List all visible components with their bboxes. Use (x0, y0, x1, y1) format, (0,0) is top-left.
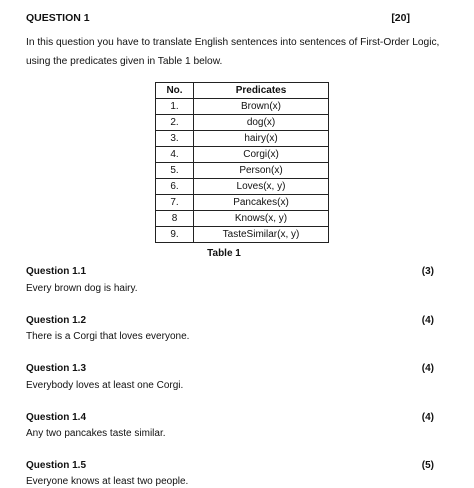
subquestion-marks: (5) (421, 460, 434, 471)
row-predicate: Loves(x, y) (194, 179, 329, 195)
row-number: 6. (156, 179, 194, 195)
subquestion-title: Question 1.3 (26, 363, 87, 374)
table-row (156, 99, 329, 115)
row-predicate: Person(x) (194, 163, 329, 179)
table-row (156, 131, 329, 147)
table-row (156, 179, 329, 195)
subquestion-title: Question 1.4 (26, 412, 87, 423)
subquestion-title: Question 1.5 (26, 460, 87, 471)
question-marks: [20] (391, 12, 410, 24)
row-predicate: Pancakes(x) (194, 195, 329, 211)
table-row (156, 195, 329, 211)
row-number: 2. (156, 115, 194, 131)
row-number: 8 (156, 211, 194, 227)
table-row (156, 163, 329, 179)
subquestion-text: Everybody loves at least one Corgi. (26, 380, 184, 391)
row-number: 5. (156, 163, 194, 179)
subquestion-text: Any two pancakes taste similar. (26, 428, 166, 439)
subquestion-marks: (4) (421, 363, 434, 374)
row-number: 9. (156, 227, 194, 243)
subquestion-text: Everyone knows at least two people. (26, 476, 189, 487)
row-predicate: dog(x) (194, 115, 329, 131)
row-number: 7. (156, 195, 194, 211)
subquestion-marks: (4) (421, 412, 434, 423)
subquestion-title: Question 1.1 (26, 266, 87, 277)
row-predicate: Corgi(x) (194, 147, 329, 163)
subquestion-text: Every brown dog is hairy. (26, 283, 138, 294)
subquestion-title: Question 1.2 (26, 315, 87, 326)
row-predicate: TasteSimilar(x, y) (194, 227, 329, 243)
question-title: QUESTION 1 (26, 12, 90, 24)
row-predicate: hairy(x) (194, 131, 329, 147)
row-predicate: Brown(x) (194, 99, 329, 115)
row-number: 4. (156, 147, 194, 163)
subquestion-text: There is a Corgi that loves everyone. (26, 331, 190, 342)
row-predicate: Knows(x, y) (194, 211, 329, 227)
header-predicates: Predicates (194, 83, 329, 99)
table-header-row (156, 83, 329, 99)
header-no: No. (156, 83, 194, 99)
subquestion-marks: (4) (421, 315, 434, 326)
table-caption: Table 1 (207, 248, 241, 259)
table-row (156, 227, 329, 243)
table-row (156, 147, 329, 163)
table-row (156, 115, 329, 131)
table-row (156, 211, 329, 227)
question-intro: In this question you have to translate English sentences into sentences of First-Order Logic, using the predicates given in Table 1 below. (26, 37, 440, 67)
subquestion-marks: (3) (421, 266, 434, 277)
row-number: 1. (156, 99, 194, 115)
predicates-table (155, 82, 329, 243)
row-number: 3. (156, 131, 194, 147)
